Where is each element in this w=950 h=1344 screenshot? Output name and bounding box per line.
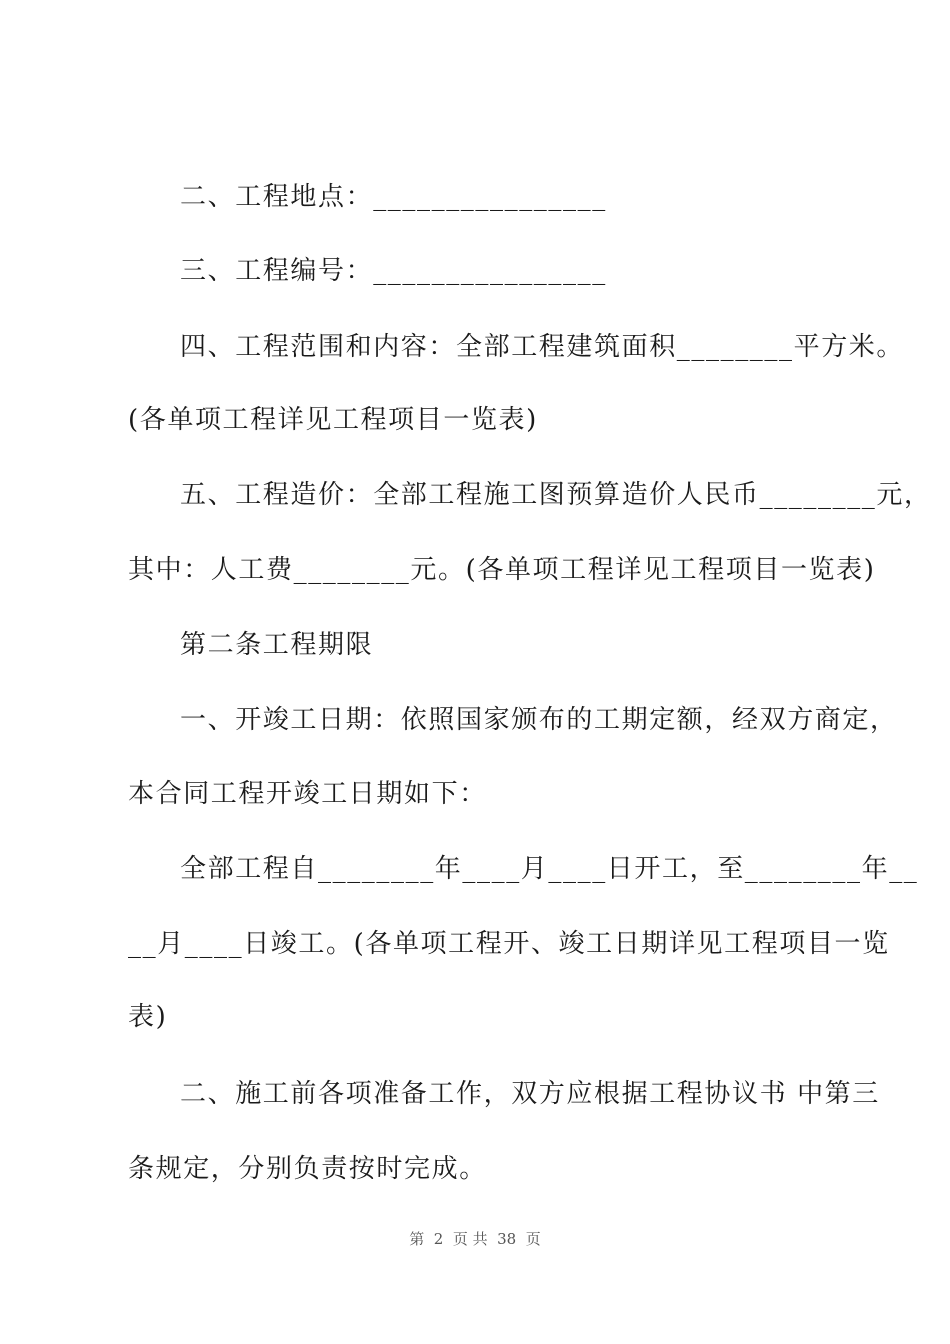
page-number-footer: 第 2 页 共 38 页 [409, 1230, 541, 1248]
paragraph-line-project-cost: 五、工程造价：全部工程施工图预算造价人民币________元， [180, 480, 932, 510]
paragraph-line-schedule: 全部工程自________年____月____日开工，至________年__ [180, 854, 919, 884]
paragraph-line-project-number: 三、工程编号：________________ [180, 256, 607, 286]
paragraph-line-start-end-date-cont: 本合同工程开竣工日期如下： [128, 779, 487, 809]
paragraph-line-schedule-cont: __月____日竣工。(各单项工程开、竣工日期详见工程项目一览 [128, 929, 890, 959]
paragraph-line-project-scope: 四、工程范围和内容：全部工程建筑面积________平方米。 [180, 332, 905, 362]
paragraph-line-project-scope-note: (各单项工程详见工程项目一览表) [128, 405, 538, 435]
paragraph-line-preparation-cont: 条规定，分别负责按时完成。 [128, 1154, 487, 1184]
paragraph-line-project-cost-detail: 其中：人工费________元。(各单项工程详见工程项目一览表) [128, 555, 876, 585]
paragraph-line-project-location: 二、工程地点：________________ [180, 182, 607, 212]
section-heading-project-period: 第二条工程期限 [180, 630, 374, 660]
paragraph-line-preparation: 二、施工前各项准备工作，双方应根据工程协议书 中第三 [180, 1079, 880, 1109]
paragraph-line-schedule-end: 表) [128, 1002, 168, 1032]
paragraph-line-start-end-date: 一、开竣工日期：依照国家颁布的工期定额，经双方商定， [180, 705, 898, 735]
